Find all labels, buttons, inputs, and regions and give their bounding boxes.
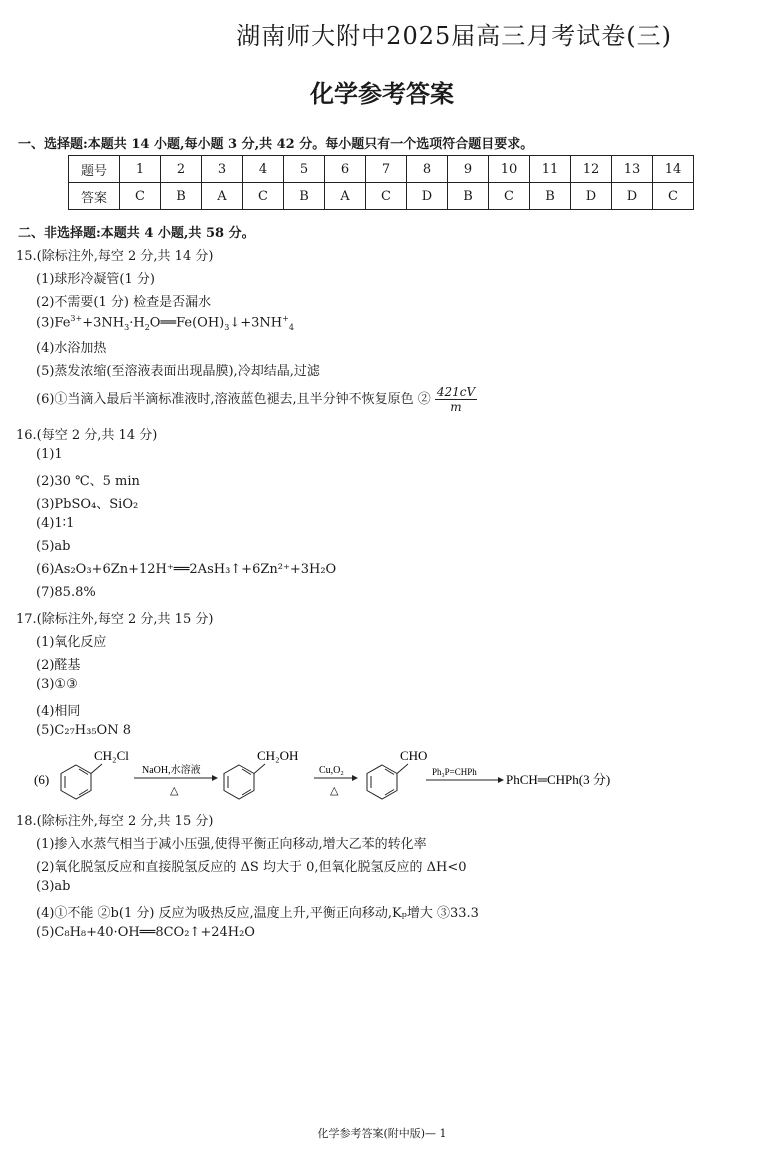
synthesis-scheme — [34, 748, 734, 808]
table-cell: A — [325, 183, 366, 210]
q15-line-6: (6)①当滴入最后半滴标准液时,溶液蓝色褪去,且半分钟不恢复原色 ② $\frac{421cV}{m}$ — [36, 385, 476, 414]
q15-line-4: (4)水浴加热 — [36, 341, 107, 356]
table-cell: C — [653, 183, 694, 210]
q18-line-2: (2)氧化脱氢反应和直接脱氢反应的 ΔS 均大于 0,但氧化脱氢反应的 ΔH<0 — [36, 860, 467, 875]
table-cell: 5 — [284, 156, 325, 183]
q18-heading: 18.(除标注外,每空 2 分,共 15 分) — [16, 814, 214, 829]
benzene-ring-icon — [61, 764, 102, 799]
q18-line-4: (4)①不能 ②b(1 分) 反应为吸热反应,温度上升,平衡正向移动,Kₚ增大 ③33.3 — [36, 906, 479, 921]
table-cell: C — [120, 183, 161, 210]
table-cell: C — [243, 183, 284, 210]
q17-line-6-label: (6) — [34, 772, 50, 787]
q16-line-1: (1)1 — [36, 447, 63, 462]
table-cell: C — [489, 183, 530, 210]
table-cell: 11 — [530, 156, 571, 183]
q17-line-3: (3)①③ — [36, 677, 78, 692]
table-cell: 14 — [653, 156, 694, 183]
table-cell: D — [407, 183, 448, 210]
arrowhead-icon — [498, 777, 504, 783]
table-cell: B — [284, 183, 325, 210]
table-cell: 6 — [325, 156, 366, 183]
table-cell: 10 — [489, 156, 530, 183]
q16-line-4: (4)1∶1 — [36, 516, 75, 531]
table-cell: 7 — [366, 156, 407, 183]
section-2-heading: 二、非选择题:本题共 4 小题,共 58 分。 — [18, 226, 255, 241]
synthesis-scheme-svg — [34, 748, 734, 808]
table-row-label: 题号 — [69, 156, 120, 183]
table-cell: B — [161, 183, 202, 210]
reagent-label: Cu,O₂ — [319, 765, 344, 776]
exam-header: 湖南师大附中2025届高三月考试卷(三) — [236, 22, 672, 50]
q18-line-1: (1)掺入水蒸气相当于减小压强,使得平衡正向移动,增大乙苯的转化率 — [36, 837, 427, 852]
table-row-answers — [69, 183, 694, 210]
table-cell: 13 — [612, 156, 653, 183]
answer-table — [68, 155, 694, 210]
q15-line-3: $(3)Fe^{3+}+3NH_3\cdot H_2O══Fe(OH)_3↓+3NH^+_4$ — [36, 314, 294, 332]
q17-heading: 17.(除标注外,每空 2 分,共 15 分) — [16, 612, 214, 627]
q15-line-5: (5)蒸发浓缩(至溶液表面出现晶膜),冷却结晶,过滤 — [36, 364, 320, 379]
substituent-label: CH₂OH — [257, 748, 299, 763]
table-cell: 12 — [571, 156, 612, 183]
benzene-ring-icon — [224, 764, 265, 799]
fraction: $\frac{421cV}{m}$ — [436, 385, 476, 414]
q18-line-5: (5)C₈H₈+40·OH══8CO₂↑+24H₂O — [36, 925, 255, 940]
table-cell: 2 — [161, 156, 202, 183]
table-cell: 9 — [448, 156, 489, 183]
reagent-label: Ph₃P=CHPh — [432, 767, 477, 777]
q15-line-1: (1)球形冷凝管(1 分) — [36, 272, 155, 287]
q17-line-5: (5)C₂₇H₃₅ON 8 — [36, 723, 131, 738]
q16-line-2: (2)30 ℃、5 min — [36, 474, 140, 489]
table-cell: 4 — [243, 156, 284, 183]
product-label: PhCH═CHPh(3 分) — [506, 772, 611, 787]
table-row-numbers — [69, 156, 694, 183]
q18-line-3: (3)ab — [36, 879, 71, 894]
q16-line-7: (7)85.8% — [36, 585, 96, 600]
q15-heading: 15.(除标注外,每空 2 分,共 14 分) — [16, 249, 214, 264]
page-footer: 化学参考答案(附中版)— 1 — [317, 1127, 447, 1140]
table-cell: D — [571, 183, 612, 210]
q17-line-4: (4)相同 — [36, 704, 81, 719]
page-title: 化学参考答案 — [310, 79, 454, 108]
q15-line-2: (2)不需要(1 分) 检查是否漏水 — [36, 295, 212, 310]
benzene-ring-icon — [367, 764, 408, 799]
arrowhead-icon — [212, 775, 218, 781]
table-row-label: 答案 — [69, 183, 120, 210]
table-cell: 1 — [120, 156, 161, 183]
q17-line-1: (1)氧化反应 — [36, 635, 107, 650]
table-cell: B — [448, 183, 489, 210]
table-cell: D — [612, 183, 653, 210]
section-1-heading: 一、选择题:本题共 14 小题,每小题 3 分,共 42 分。每小题只有一个选项符合题目要求。 — [18, 137, 534, 152]
substituent-label: CHO — [400, 748, 428, 763]
arrowhead-icon — [352, 775, 358, 781]
reagent-label: NaOH,水溶液 — [142, 765, 201, 776]
q16-line-5: (5)ab — [36, 539, 71, 554]
q17-line-2: (2)醛基 — [36, 658, 81, 673]
substituent-label: CH₂Cl — [94, 748, 129, 763]
table-cell: C — [366, 183, 407, 210]
q16-heading: 16.(每空 2 分,共 14 分) — [16, 428, 158, 443]
table-cell: A — [202, 183, 243, 210]
q16-line-6: (6)As₂O₃+6Zn+12H⁺══2AsH₃↑+6Zn²⁺+3H₂O — [36, 562, 337, 577]
heat-label: △ — [170, 785, 179, 797]
heat-label: △ — [330, 785, 339, 797]
table-cell: 3 — [202, 156, 243, 183]
table-cell: B — [530, 183, 571, 210]
q16-line-3: (3)PbSO₄、SiO₂ — [36, 497, 139, 512]
table-cell: 8 — [407, 156, 448, 183]
